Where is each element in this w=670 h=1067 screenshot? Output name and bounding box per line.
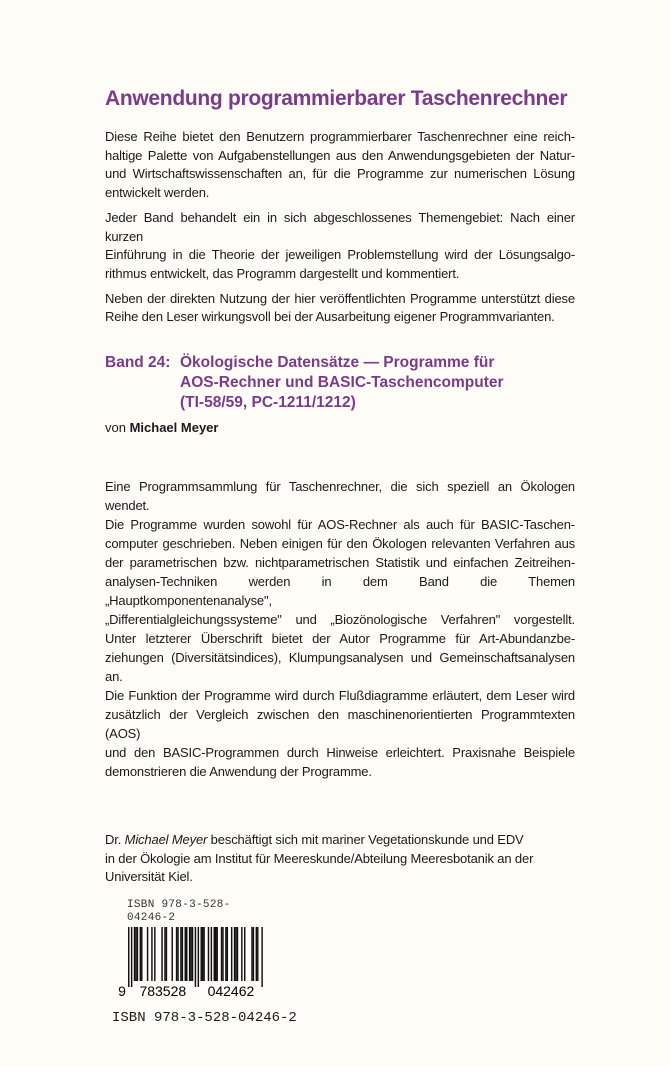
text-line: rithmus entwickelt, das Programm dargestellt und kommentiert. <box>105 265 460 281</box>
barcode-bar <box>166 927 167 981</box>
barcode-bar <box>182 927 183 981</box>
barcode-bar <box>164 927 165 981</box>
barcode-bar <box>214 927 215 981</box>
barcode-bar <box>221 927 222 981</box>
barcode-bar <box>131 927 132 987</box>
barcode-bar <box>202 927 203 981</box>
barcode <box>118 899 263 999</box>
volume-heading <box>105 353 575 413</box>
author-name: Michael Meyer <box>129 420 219 436</box>
barcode-digits: 9 <box>118 983 126 1000</box>
intro-paragraph-3 <box>105 290 575 327</box>
intro-paragraph-2 <box>105 209 575 284</box>
bio-prefix: Dr. <box>105 832 122 848</box>
text-line: Die Programme wurden sowohl für AOS-Rechner als auch für BASIC-Taschen- <box>105 517 575 533</box>
barcode-bar <box>251 927 252 981</box>
barcode-bar <box>256 927 257 981</box>
barcode-bar <box>128 927 129 987</box>
author-line <box>105 419 575 437</box>
barcode-bar <box>134 927 135 981</box>
text-line: Reihe den Leser wirkungsvoll bei der Ausarbeitung eigener Programmvarianten. <box>105 309 555 325</box>
barcode-bar <box>177 927 178 981</box>
barcode-bar <box>211 927 212 981</box>
text-line: der parametrischen bzw. nichtparametrischen Statistik und einfachen Zeitreihen- <box>105 555 575 571</box>
barcode-bar <box>180 927 181 981</box>
text-line: Diese Reihe bietet den Benutzern programmierbarer Taschenrechner eine reich- <box>105 129 575 144</box>
bio-name: Michael Meyer <box>124 832 208 848</box>
barcode-bar <box>137 927 138 981</box>
barcode-digits: 783528 <box>139 983 187 1000</box>
text-line: Unter letzterer Überschrift bietet der Autor Programme für Art-Abundanzbe- <box>105 631 575 647</box>
barcode-bar <box>192 927 193 981</box>
barcode-bar <box>198 927 199 987</box>
barcode-bar <box>189 927 190 981</box>
isbn-number: ISBN 978-3-528-04246-2 <box>112 1010 297 1027</box>
text-line: haltige Palette von Aufgabenstellungen aus den Anwendungsgebieten der Natur- <box>105 147 575 163</box>
series-title: Anwendung programmierbarer Taschenrechner <box>105 87 568 110</box>
barcode-bar <box>186 927 187 981</box>
description <box>105 477 575 781</box>
barcode-bar <box>261 927 262 987</box>
volume-title-line: AOS-Rechner und BASIC-Taschencomputer <box>180 374 504 392</box>
text-line: Einführung in die Theorie der jeweiligen Problemstellung wird der Lösungsalgo- <box>105 247 575 263</box>
text-line: entwickelt werden. <box>105 185 210 201</box>
barcode-bar <box>172 927 173 981</box>
text-line: Jeder Band behandelt ein in sich abgeschlossenes Themengebiet: Nach einer kurzen <box>105 209 575 244</box>
barcode-bar <box>141 927 142 981</box>
bio-text: Universität Kiel. <box>105 869 193 885</box>
barcode-bar <box>253 927 254 981</box>
volume-title-line: (TI-58/59, PC-1211/1212) <box>180 394 356 412</box>
text-line: und Wirtschaftswissenschaften an, für die Programme zur numerischen Lösung <box>105 166 575 182</box>
barcode-bar <box>257 927 258 981</box>
text-line: demonstrieren die Anwendung der Programme. <box>105 764 372 780</box>
barcode-bar <box>176 927 177 981</box>
barcode-bar <box>147 927 148 981</box>
barcode-bar <box>203 927 204 981</box>
barcode-bar <box>215 927 216 981</box>
text-line: und den BASIC-Programmen durch Hinweise erleichtert. Praxisnahe Beispiele <box>105 745 575 761</box>
bio-text: beschäftigt sich mit mariner Vegetationskunde und EDV <box>207 832 524 848</box>
volume-title-line: Ökologische Datensätze — Programme für <box>180 354 495 372</box>
text-line: Eine Programmsammlung für Taschenrechner, die sich speziell an Ökologen wendet. <box>105 479 575 514</box>
barcode-bar <box>222 927 223 981</box>
barcode-bar <box>225 927 226 981</box>
barcode-bar <box>190 927 191 981</box>
volume-label: Band 24: <box>105 354 171 372</box>
barcode-bar <box>241 927 242 981</box>
barcode-bar <box>154 927 155 981</box>
text-line: Die Funktion der Programme wird durch Flußdiagramme erläutert, dem Leser wird <box>105 688 575 704</box>
barcode-bar <box>237 927 238 981</box>
barcode-bar <box>185 927 186 981</box>
barcode-bar <box>234 927 235 981</box>
text-line: computer geschrieben. Neben einigen für den Ökologen relevanten Verfahren aus <box>105 536 575 552</box>
barcode-bar <box>161 927 162 981</box>
text-line: ziehungen (Diversitätsindices), Klumpungsanalysen und Gemeinschaftsanalysen an. <box>105 650 575 685</box>
text-line: analysen-Techniken werden in dem Band die Themen „Hauptkomponentenanalyse", <box>105 574 575 609</box>
bio-text: in der Ökologie am Institut für Meereskunde/Abteilung Meeresbotanik an der <box>105 850 534 866</box>
barcode-bar <box>195 927 196 987</box>
text-line: zusätzlich der Vergleich zwischen den maschinenorientierten Programmtexten (AOS) <box>105 707 575 742</box>
barcode-isbn-label: ISBN 978-3-528-04246-2 <box>127 899 231 925</box>
barcode-bar <box>151 927 152 981</box>
barcode-bar <box>135 927 136 981</box>
author-prefix: von <box>105 420 126 436</box>
barcode-bar <box>201 927 202 981</box>
author-bio <box>105 831 575 887</box>
barcode-bars <box>118 925 263 999</box>
intro-paragraph-1 <box>105 128 575 203</box>
barcode-bar <box>231 927 232 981</box>
text-line: „Differentialgleichungssysteme" und „Biozönologische Verfahren" vorgestellt. <box>105 612 575 628</box>
barcode-bar <box>235 927 236 981</box>
barcode-bar <box>140 927 141 981</box>
barcode-bar <box>244 927 245 981</box>
barcode-bar <box>216 927 217 981</box>
barcode-bar <box>227 927 228 981</box>
text-line: Neben der direkten Nutzung der hier veröffentlichten Programme unterstützt diese <box>105 290 575 306</box>
barcode-digits: 042462 <box>207 983 255 1000</box>
barcode-bar <box>208 927 209 981</box>
